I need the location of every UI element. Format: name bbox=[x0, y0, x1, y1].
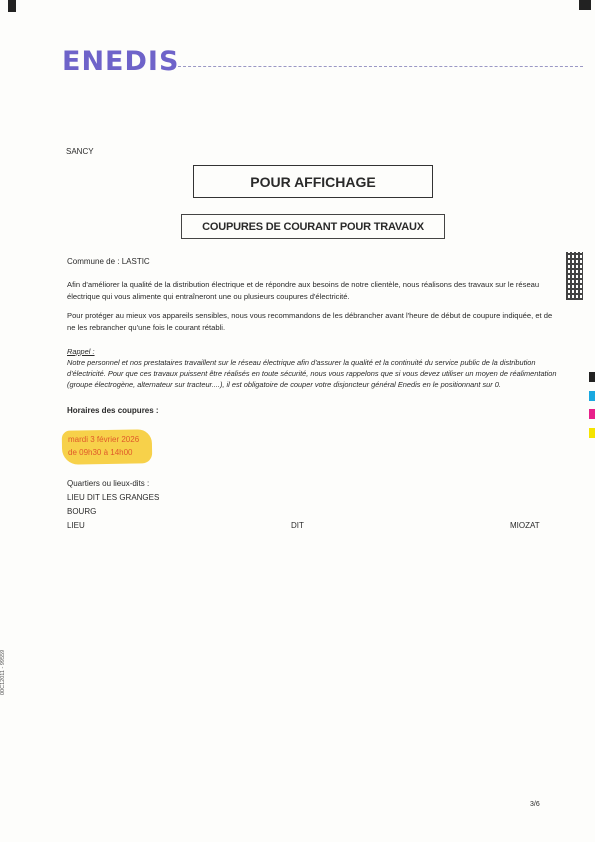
page-title-text: POUR AFFICHAGE bbox=[250, 173, 376, 190]
page-title bbox=[193, 165, 433, 198]
page-subtitle bbox=[181, 214, 445, 239]
advice-paragraph: Pour protéger au mieux vos appareils sensibles, nous vous recommandons de les débrancher avant l'heure de début de coupure indiquée, et de ne les rebrancher qu'une fois le courant rétabli. bbox=[67, 311, 553, 332]
page-subtitle-text: COUPURES DE COURANT POUR TRAVAUX bbox=[202, 220, 424, 233]
page-number: 3/6 bbox=[530, 801, 540, 808]
header-rule bbox=[178, 66, 583, 67]
qr-code-icon bbox=[566, 252, 583, 300]
schedule-heading: Horaires des coupures : bbox=[67, 406, 159, 415]
intro-paragraph: Afin d'améliorer la qualité de la distribution électrique et de répondre aux besoins de notre clientèle, nous réalisons des travaux sur le réseau électrique qui vous alimente qui entraîneront une ou plusieurs coupures d'électricité. bbox=[67, 280, 540, 301]
area-item: DIT bbox=[291, 521, 304, 530]
scan-corner-mark bbox=[579, 0, 591, 10]
outage-date: mardi 3 février 2026 bbox=[68, 435, 140, 444]
outage-time: de 09h30 à 14h00 bbox=[68, 448, 133, 457]
commune-label: Commune de : LASTIC bbox=[67, 257, 150, 266]
color-calibration-swatch bbox=[589, 391, 595, 401]
side-reference-code: 00C12011 - 99559 bbox=[0, 649, 6, 695]
reminder-heading: Rappel : bbox=[67, 347, 95, 356]
color-calibration-swatch bbox=[589, 428, 595, 438]
color-calibration-swatch bbox=[589, 372, 595, 382]
color-calibration-swatch bbox=[589, 409, 595, 419]
scan-corner-mark bbox=[8, 0, 16, 12]
area-item: LIEU DIT LES GRANGES bbox=[67, 493, 160, 502]
reminder-text: Notre personnel et nos prestataires travaillent sur le réseau électrique afin d'assurer la qualité et la continuité du service public de la distribution d'électricité. Pour que ces travaux puissent être réalisés en toute sécurité, nous vous rappelons que si vous devez utiliser un moyen de réalimentation (groupe électrogène, alternateur sur tracteur....), il est obligatoire de couper votre disjoncteur général Enedis en le positionnant sur 0. bbox=[67, 358, 557, 389]
area-item: MIOZAT bbox=[510, 521, 540, 530]
enedis-logo: ENEDIS bbox=[62, 46, 180, 77]
area-item: LIEU bbox=[67, 521, 85, 530]
reminder-block bbox=[67, 346, 557, 390]
area-item: BOURG bbox=[67, 507, 97, 516]
location-label: SANCY bbox=[66, 147, 94, 156]
areas-heading: Quartiers ou lieux-dits : bbox=[67, 479, 150, 488]
